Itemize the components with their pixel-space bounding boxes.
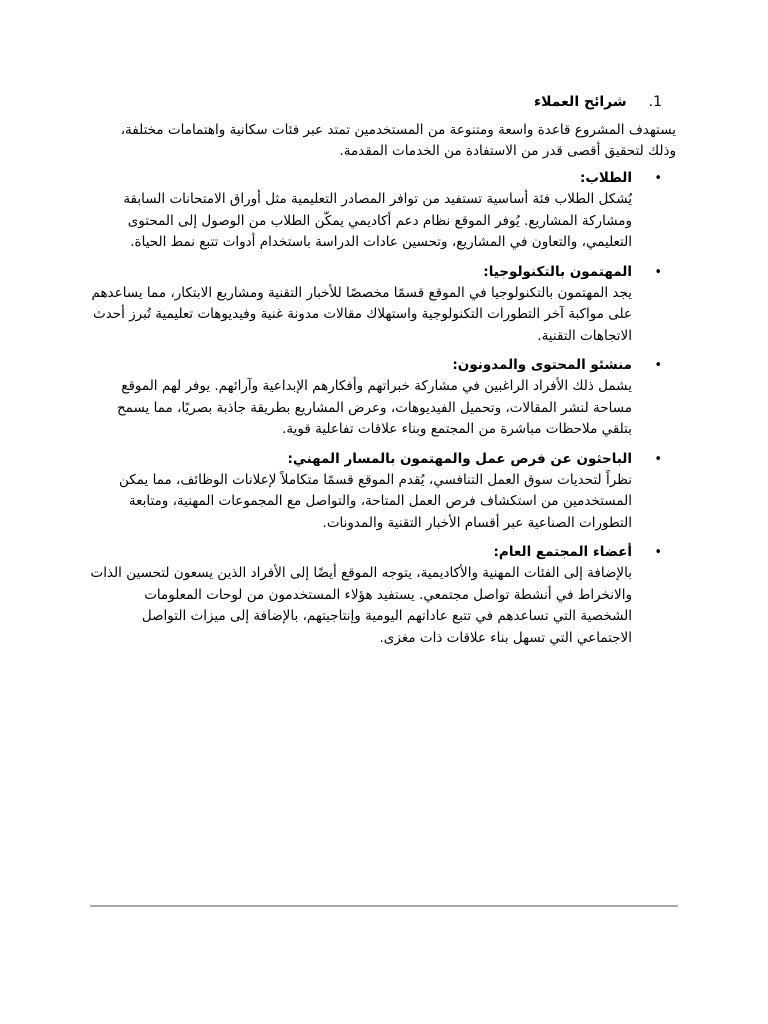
item-title: أعضاء المجتمع العام:: [493, 544, 632, 560]
list-item: [90, 168, 678, 254]
item-body: يجد المهتمون بالتكنولوجيا في الموقع قسمًا مخصصًا للأخبار التقنية ومشاريع الابتكار، مما يساعدهم على مواكبة آخر التطورات التكنولوجية واستهلاك مقالات مدونة غنية وفيديوهات تعليمية تُبرز أحدث الاتجاهات التقنية.: [91, 284, 632, 344]
section-number: 1.: [648, 94, 662, 110]
item-body: نظراً لتحديات سوق العمل التنافسي، يُقدم الموقع قسمًا متكاملاً لإعلانات الوظائف، مما يمكن المستخدمين من استكشاف فرص العمل المتاحة، والتواصل مع المجموعات المهنية، ومتابعة التطورات الصناعية عبر أقسام الأخبار التقنية والمدونات.: [119, 471, 632, 531]
list-item: [90, 542, 678, 649]
section-heading: [90, 90, 678, 114]
item-title: الطلاب:: [579, 170, 632, 186]
item-body: يُشكل الطلاب فئة أساسية تستفيد من توافر المصادر التعليمية مثل أوراق الامتحانات السابقة ومشاركة المشاريع. يُوفر الموقع نظام دعم أكاديمي يمكّن الطلاب من الوصول إلى المحتوى التعليمي، والتعاون في المشاريع، وتحسين عادات الدراسة باستخدام أدوات تتبع نمط الحياة.: [123, 191, 632, 250]
item-title: منشئو المحتوى والمدونون:: [452, 357, 632, 373]
section-intro: يستهدف المشروع قاعدة واسعة ومتنوعة من المستخدمين تمتد عبر فئات سكانية واهتمامات مختلفة، وذلك لتحقيق أقصى قدر من الاستفادة من الخدمات المقدمة.: [120, 122, 676, 159]
item-body: بالإضافة إلى الفئات المهنية والأكاديمية، يتوجه الموقع أيضًا إلى الأفراد الذين يسعون لتحسين الذات والانخراط في أنشطة تواصل مجتمعي. يستفيد هؤلاء المستخدمون من لوحات المعلومات الشخصية التي تساعدهم في تتبع عاداتهم اليومية وإنتاجيتهم، بالإضافة إلى ميزات التواصل الاجتماعي التي تسهل بناء علاقات ذات مغزى.: [90, 565, 632, 646]
bullet-icon: •: [654, 264, 662, 280]
list-item: [90, 262, 678, 348]
footer-divider: [90, 905, 678, 907]
item-body: يشمل ذلك الأفراد الراغبين في مشاركة خبراتهم وأفكارهم الإبداعية وآرائهم. يوفر لهم الموقع مساحة لنشر المقالات، وتحميل الفيديوهات، وعرض المشاريع بطريقة جاذبة بصريًا، مما يسمح بتلقي ملاحظات مباشرة من المجتمع وبناء علاقات تفاعلية قوية.: [116, 378, 632, 437]
bullet-icon: •: [654, 358, 662, 373]
item-title: الباحثون عن فرص عمل والمهتمون بالمسار المهني:: [287, 450, 632, 467]
bullet-icon: •: [654, 171, 662, 186]
bullet-icon: •: [654, 545, 662, 560]
section-title: شرائح العملاء: [533, 94, 627, 110]
list-item: [90, 449, 678, 535]
list-item: [90, 355, 678, 441]
item-title: المهتمون بالتكنولوجيا:: [483, 263, 632, 280]
customer-segments-list: [90, 168, 678, 649]
bullet-icon: •: [654, 451, 662, 467]
document-page: [90, 90, 678, 657]
